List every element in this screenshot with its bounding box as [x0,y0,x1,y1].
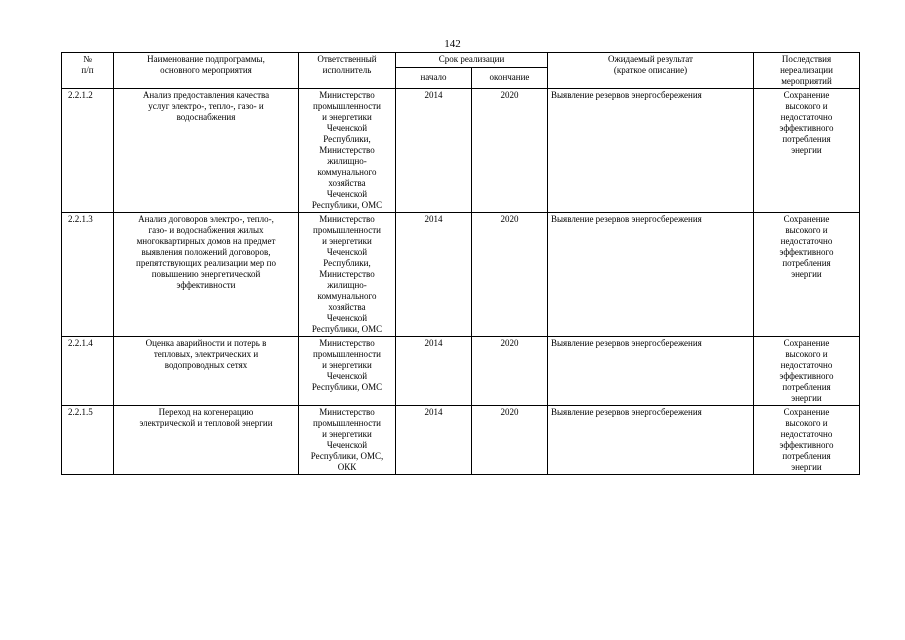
header-period: Срок реализации [396,53,548,68]
row-result: Выявление резервов энергосбережения [548,337,754,406]
row-result: Выявление резервов энергосбережения [548,89,754,213]
row-name: Оценка аварийности и потерь в тепловых, электрических и водопроводных сетях [114,337,299,406]
row-start: 2014 [396,406,472,475]
header-end: окончание [472,68,548,89]
row-result: Выявление резервов энергосбережения [548,213,754,337]
row-executor: Министерство промышленности и энергетики Чеченской Республики, Министерство жилищно- коммунального хозяйства Чеченской Республики, ОМС [299,89,396,213]
table-header [62,53,860,89]
row-consequences: Сохранение высокого и недостаточно эффективного потребления энергии [754,89,860,213]
header-start: начало [396,68,472,89]
row-end: 2020 [472,337,548,406]
program-table [61,52,860,475]
header-number: № п/п [62,53,114,89]
page-number: 142 [444,38,461,50]
row-end: 2020 [472,89,548,213]
table-body [62,89,860,475]
table-row [62,213,860,337]
table-row [62,337,860,406]
row-end: 2020 [472,213,548,337]
table-row [62,406,860,475]
header-result: Ожидаемый результат (краткое описание) [548,53,754,89]
row-start: 2014 [396,89,472,213]
row-consequences: Сохранение высокого и недостаточно эффективного потребления энергии [754,213,860,337]
row-number: 2.2.1.2 [62,89,114,213]
row-executor: Министерство промышленности и энергетики Чеченской Республики, ОМС, ОКК [299,406,396,475]
header-name: Наименование подпрограммы, основного мероприятия [114,53,299,89]
row-name: Анализ договоров электро-, тепло-, газо- и водоснабжения жилых многоквартирных домов на предмет выявления положений договоров, препятствующих реализации мер по повышению энергетической эффективности [114,213,299,337]
row-consequences: Сохранение высокого и недостаточно эффективного потребления энергии [754,337,860,406]
row-number: 2.2.1.3 [62,213,114,337]
row-number: 2.2.1.4 [62,337,114,406]
row-consequences: Сохранение высокого и недостаточно эффективного потребления энергии [754,406,860,475]
table-row [62,89,860,213]
header-executor: Ответственный исполнитель [299,53,396,89]
row-start: 2014 [396,337,472,406]
row-name: Переход на когенерацию электрической и тепловой энергии [114,406,299,475]
row-result: Выявление резервов энергосбережения [548,406,754,475]
row-executor: Министерство промышленности и энергетики Чеченской Республики, Министерство жилищно- коммунального хозяйства Чеченской Республики, ОМС [299,213,396,337]
row-start: 2014 [396,213,472,337]
row-name: Анализ предоставления качества услуг электро-, тепло-, газо- и водоснабжения [114,89,299,213]
row-end: 2020 [472,406,548,475]
header-consequences: Последствия нереализации мероприятий [754,53,860,89]
row-executor: Министерство промышленности и энергетики Чеченской Республики, ОМС [299,337,396,406]
row-number: 2.2.1.5 [62,406,114,475]
